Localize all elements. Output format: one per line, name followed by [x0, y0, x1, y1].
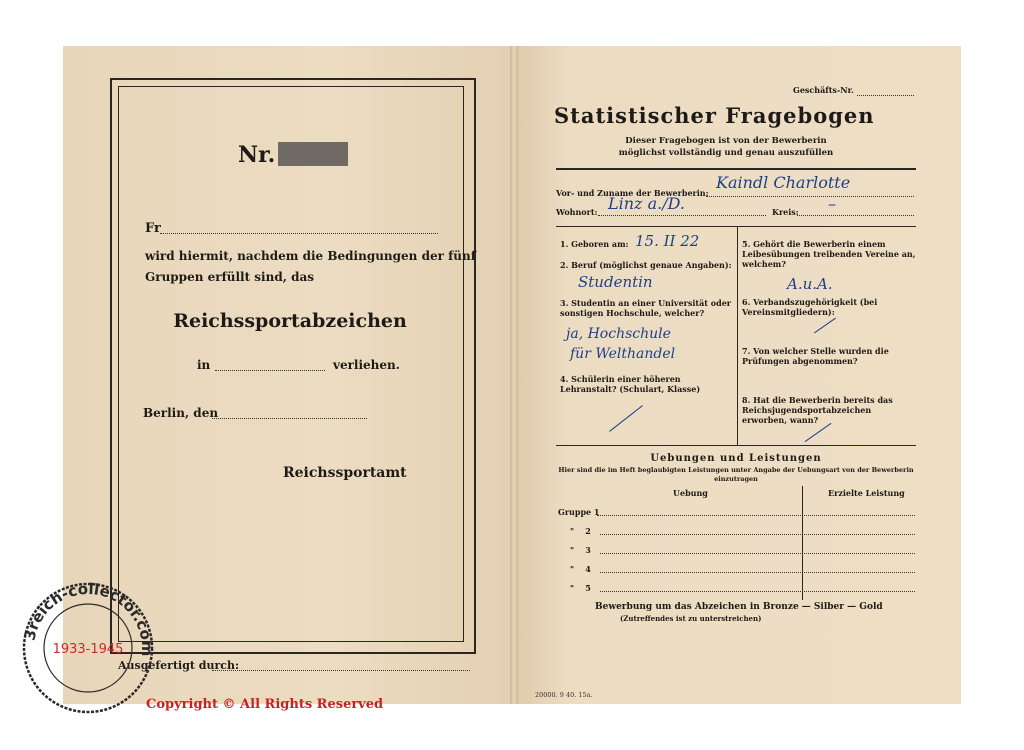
date-line: [212, 418, 367, 419]
group-4-line: [600, 572, 915, 573]
issuer-name: Reichssportamt: [283, 465, 407, 481]
group-5-line: [600, 591, 915, 592]
class-line: [215, 370, 325, 371]
question-1: 1. Geboren am:: [560, 239, 629, 249]
group-3-line: [600, 553, 915, 554]
exercises-title: Uebungen und Leistungen: [650, 453, 822, 464]
copyright-notice: Copyright © All Rights Reserved: [146, 697, 384, 712]
performance-column-header: Erzielte Leistung: [828, 488, 905, 498]
collector-stamp: [18, 578, 158, 718]
question-2: 2. Beruf (möglichst genaue Angaben):: [560, 260, 732, 270]
name-label: Vor- und Zuname der Bewerberin:: [556, 188, 709, 198]
group-2-line: [600, 534, 915, 535]
residence-handwritten: Linz a./D.: [608, 194, 685, 213]
certificate-text-line-2: Gruppen erfüllt sind, das: [145, 270, 315, 284]
answer-2-handwritten: Studentin: [578, 273, 653, 291]
question-7: 7. Von welcher Stelle wurden die Prüfungen abgenommen?: [742, 346, 889, 366]
print-number: 20000. 9 40. 15a.: [535, 691, 593, 699]
group-1-label: Gruppe 1: [558, 507, 600, 517]
question-4: 4. Schülerin einer höheren Lehranstalt? (Schulart, Klasse): [560, 374, 701, 394]
business-number-line: [857, 95, 914, 96]
business-number-label: Geschäfts-Nr.: [793, 85, 854, 95]
questions-bottom-rule: [556, 445, 916, 446]
certificate-title: Reichssportabzeichen: [173, 310, 407, 332]
book-spine: [510, 46, 518, 704]
answer-5-handwritten: A.u.A.: [787, 275, 833, 293]
residence-line: [598, 215, 766, 216]
badge-application-line: Bewerbung um das Abzeichen in Bronze — Silber — Gold: [595, 602, 883, 612]
underline-instruction: (Zutreffendes ist zu unterstreichen): [620, 614, 762, 623]
questions-column-divider: [737, 227, 738, 445]
exercises-note-2: einzutragen: [714, 475, 758, 483]
issued-by-label: Ausgefertigt durch:: [118, 659, 240, 672]
district-handwritten: –: [828, 194, 836, 213]
question-3: 3. Studentin an einer Universität oder sonstigen Hochschule, welcher?: [560, 298, 732, 318]
header-rule: [556, 168, 916, 170]
question-6: 6. Verbandszugehörigkeit (bei Vereinsmitgliedern):: [742, 297, 878, 317]
group-5-label: " 5: [570, 583, 591, 593]
form-subtitle-1: Dieser Fragebogen ist von der Bewerberin: [625, 136, 827, 146]
questions-top-rule: [556, 226, 916, 227]
group-4-label: " 4: [570, 564, 591, 574]
in-label: in: [197, 358, 211, 372]
number-redacted-box: [278, 142, 348, 166]
question-5: 5. Gehört die Bewerberin einem Leibesübungen treibenden Vereine an, welchem?: [742, 239, 916, 269]
issued-by-line: [212, 670, 470, 671]
form-title: Statistischer Fragebogen: [554, 103, 875, 128]
certificate-inner-frame: [118, 86, 464, 642]
table-column-divider: [802, 486, 803, 600]
verliehen-label: verliehen.: [333, 358, 400, 372]
answer-1-handwritten: 15. II 22: [635, 232, 700, 250]
district-label: Kreis:: [772, 207, 799, 217]
answer-3b-handwritten: für Welthandel: [570, 346, 676, 362]
answer-3a-handwritten: ja, Hochschule: [566, 326, 671, 342]
exercise-column-header: Uebung: [673, 488, 708, 498]
name-handwritten: Kaindl Charlotte: [716, 173, 851, 192]
recipient-line: [160, 233, 438, 234]
stamp-ring-text: 3reich-collector.com: [20, 579, 157, 657]
group-2-label: " 2: [570, 526, 591, 536]
name-line: [706, 196, 914, 197]
exercises-note-1: Hier sind die im Heft beglaubigten Leistungen unter Angabe der Uebungsart von der Bewerberin: [558, 466, 914, 474]
recipient-label: Fr: [145, 221, 161, 236]
group-3-label: " 3: [570, 545, 591, 555]
certificate-text-line-1: wird hiermit, nachdem die Bedingungen der fünf: [145, 249, 476, 263]
berlin-date-label: Berlin, den: [143, 406, 219, 420]
residence-label: Wohnort:: [556, 207, 598, 217]
form-subtitle-2: möglichst vollständig und genau auszufüllen: [618, 148, 834, 158]
question-8: 8. Hat die Bewerberin bereits das Reichsjugendsportabzeichen erworben, wann?: [742, 395, 893, 425]
group-1-line: [597, 515, 915, 516]
district-line: [797, 215, 914, 216]
stamp-years: 1933-1945: [52, 642, 124, 657]
number-label: Nr.: [238, 142, 276, 168]
